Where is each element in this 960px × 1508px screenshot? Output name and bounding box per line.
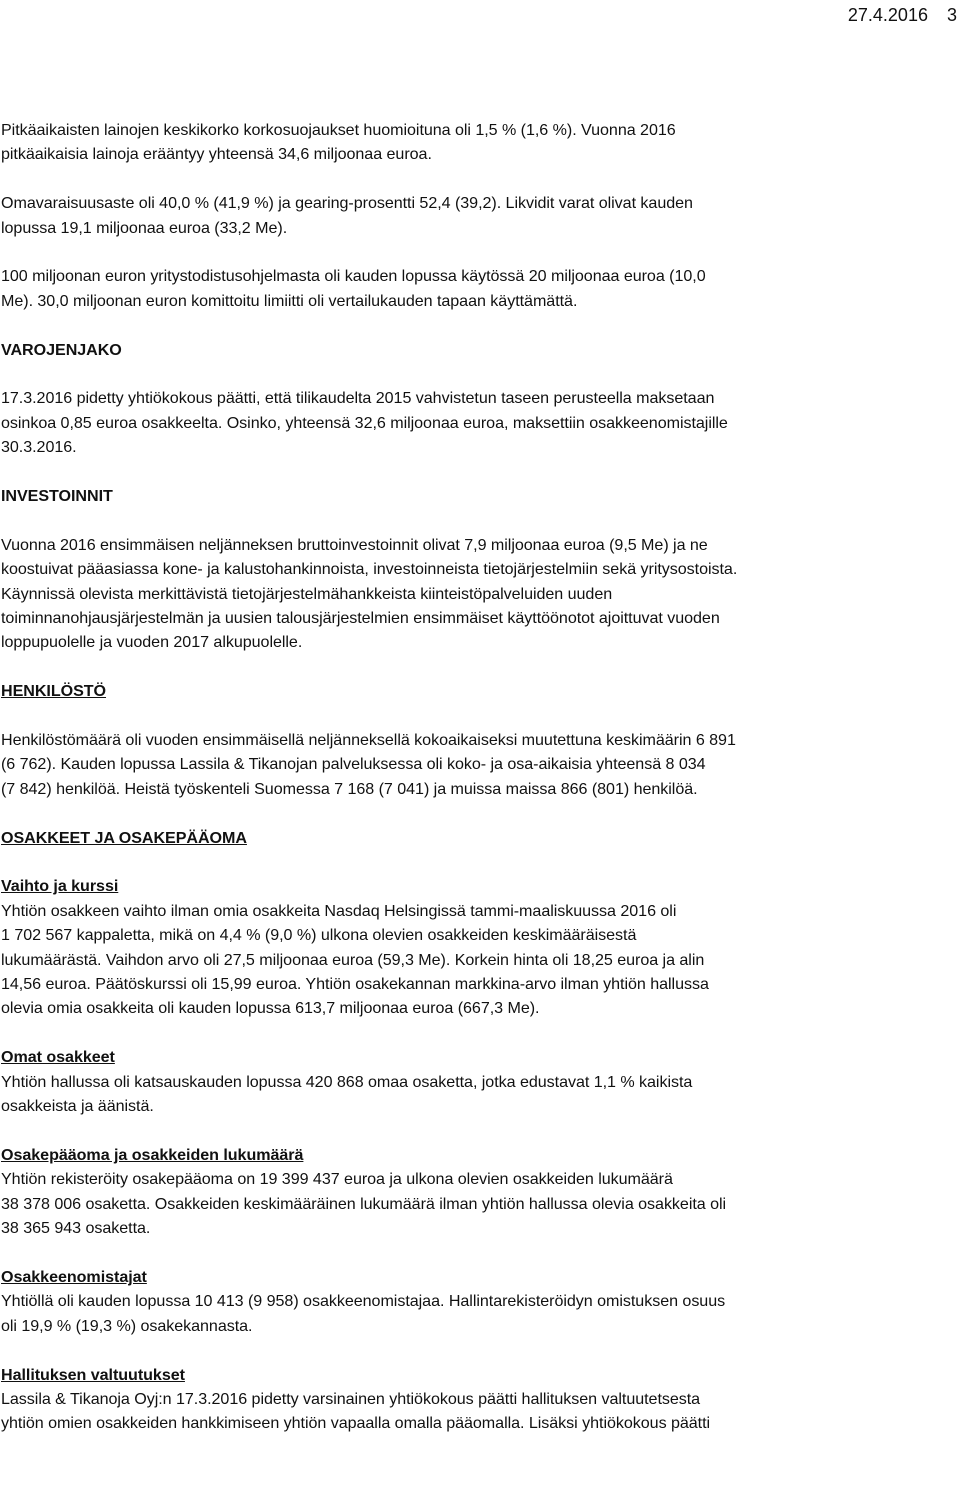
paragraph-interest (1, 118, 959, 167)
paragraph-dividend (1, 386, 959, 459)
text-line: osinkoa 0,85 euroa osakkeelta. Osinko, yhteensä 32,6 miljoonaa euroa, maksettiin osakkeenomistajille (1, 413, 728, 432)
text-line: osakkeista ja äänistä. (1, 1097, 154, 1116)
text-line: 17.3.2016 pidetty yhtiökokous päätti, että tilikaudelta 2015 vahvistetun taseen perusteella maksetaan (1, 389, 715, 408)
paragraph-share-capital (1, 1167, 959, 1240)
paragraph-trading (1, 899, 959, 1021)
text-line: yhtiön omien osakkeiden hankkimiseen yhtiön vapaalla omalla pääomalla. Lisäksi yhtiökokous päätti (1, 1414, 711, 1433)
text-line: Yhtiöllä oli kauden lopussa 10 413 (9 958) osakkeenomistajaa. Hallintarekisteröidyn omistuksen osuus (1, 1292, 726, 1311)
page-number: 3 (946, 5, 957, 25)
text-line: 38 378 006 osaketta. Osakkeiden keskimääräinen lukumäärä ilman yhtiön hallussa olevia osakkeita oli (1, 1194, 727, 1213)
paragraph-authorisations (1, 1387, 959, 1436)
text-line: lukumäärästä. Vaihdon arvo oli 27,5 miljoonaa euroa (59,3 Me). Korkein hinta oli 18,25 euroa ja alin (1, 950, 705, 969)
section-title-osakkeet: OSAKKEET JA OSAKEPÄÄOMA (1, 828, 247, 847)
paragraph-investments (1, 533, 959, 655)
paragraph-personnel (1, 728, 959, 801)
text-line: Lassila & Tikanoja Oyj:n 17.3.2016 pidetty varsinainen yhtiökokous päätti hallituksen valtuutetsesta (1, 1389, 701, 1408)
paragraph-equity-ratio (1, 191, 959, 240)
text-line: olevia omia osakkeita oli kauden lopussa 613,7 miljoonaa euroa (667,3 Me). (1, 999, 540, 1018)
subsection-title-vaihto: Vaihto ja kurssi (1, 877, 119, 896)
subsection-title-osakkeenomistajat: Osakkeenomistajat (1, 1267, 147, 1286)
subsection-title-omat: Omat osakkeet (1, 1048, 115, 1067)
text-line: 30.3.2016. (1, 438, 77, 457)
text-line: Me). 30,0 miljoonan euron komittoitu limiitti oli vertailukauden tapaan käyttämättä. (1, 291, 578, 310)
text-line: 38 365 943 osaketta. (1, 1219, 151, 1238)
text-line: 100 miljoonan euron yritystodistusohjelmasta oli kauden lopussa käytössä 20 miljoonaa euroa (10,0 (1, 267, 706, 286)
text-line: 14,56 euroa. Päätöskurssi oli 15,99 euroa. Yhtiön osakekannan markkina-arvo ilman yhtiön hallussa (1, 975, 709, 994)
text-line: koostuivat pääasiassa kone- ja kalustohankinnoista, investoinneista tietojärjestelmiin sekä yritysostoista. (1, 560, 738, 579)
text-line: Yhtiön hallussa oli katsauskauden lopussa 420 868 omaa osaketta, jotka edustavat 1,1 % kaikista (1, 1072, 693, 1091)
subsection-title-osakepaaoma: Osakepääoma ja osakkeiden lukumäärä (1, 1145, 304, 1164)
section-title-varojenjako: VAROJENJAKO (1, 340, 122, 359)
subsection-title-valtuutukset: Hallituksen valtuutukset (1, 1365, 185, 1384)
text-line: pitkäaikaisia lainoja erääntyy yhteensä 34,6 miljoonaa euroa. (1, 145, 432, 164)
text-line: loppupuolelle ja vuoden 2017 alkupuolelle. (1, 633, 303, 652)
paragraph-own-shares (1, 1070, 959, 1119)
section-title-investoinnit: INVESTOINNIT (1, 487, 113, 506)
paragraph-commercial-paper (1, 264, 959, 313)
header-date: 27.4.2016 (847, 5, 928, 25)
section-title-henkilosto: HENKILÖSTÖ (1, 682, 107, 701)
text-line: Pitkäaikaisten lainojen keskikorko korkosuojaukset huomioituna oli 1,5 % (1,6 %). Vuonna 2016 (1, 121, 676, 139)
text-line: Yhtiön osakkeen vaihto ilman omia osakkeita Nasdaq Helsingissä tammi-maaliskuussa 2016 oli (1, 901, 677, 920)
text-line: Käynnissä olevista merkittävistä tietojärjestelmähankkeista kiinteistöpalveluiden uuden (1, 584, 613, 603)
text-line: 1 702 567 kappaletta, mikä on 4,4 % (9,0 %) ulkona olevien osakkeiden keskimääräisestä (1, 926, 637, 945)
text-line: (7 842) henkilöä. Heistä työskenteli Suomessa 7 168 (7 041) ja muissa maissa 866 (801) henkilöä. (1, 779, 698, 798)
document-body (1, 118, 959, 1436)
text-line: Vuonna 2016 ensimmäisen neljänneksen bruttoinvestoinnit olivat 7,9 miljoonaa euroa (9,5 Me) ja ne (1, 535, 708, 554)
page-header (848, 2, 957, 28)
text-line: toiminnanohjausjärjestelmän ja uusien talousjärjestelmien ensimmäiset käyttöönotot ajoittuvat vuoden (1, 609, 720, 628)
text-line: Omavaraisuusaste oli 40,0 % (41,9 %) ja gearing-prosentti 52,4 (39,2). Likvidit varat olivat kauden (1, 194, 693, 213)
paragraph-shareholders (1, 1289, 959, 1338)
text-line: lopussa 19,1 miljoonaa euroa (33,2 Me). (1, 218, 288, 237)
text-line: Yhtiön rekisteröity osakepääoma on 19 399 437 euroa ja ulkona olevien osakkeiden lukumäärä (1, 1170, 673, 1189)
text-line: oli 19,9 % (19,3 %) osakekannasta. (1, 1316, 253, 1335)
text-line: Henkilöstömäärä oli vuoden ensimmäisellä neljänneksellä kokoaikaiseksi muutettuna keskimäärin 6 891 (1, 731, 736, 750)
text-line: (6 762). Kauden lopussa Lassila & Tikanojan palveluksessa oli koko- ja osa-aikaisia yhteensä 8 034 (1, 755, 706, 774)
